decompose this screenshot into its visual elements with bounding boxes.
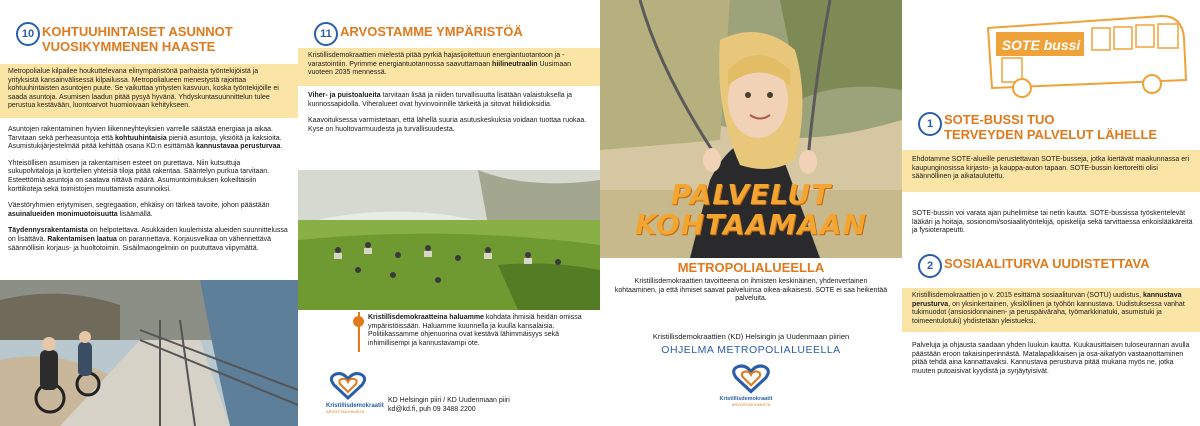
text: Kristillisdemokraattien jo v. 2015 esittämä sosiaaliturvan (SOTU) uudistus, [912, 292, 1143, 299]
text: kohdata ihmisiä heidän omissa ympäristöissään. Haluamme kuunnella ja kuulla kansalaisia. Politiikassamme ohjenuorina ovat kestävä lähimmäisyys sekä inhimillisempi ja kannustavampi ote. [368, 314, 582, 347]
panel-housing [0, 0, 298, 426]
cyclists-photo [0, 280, 298, 426]
body-text [308, 92, 588, 134]
logo-name: Kristillisdemokraatit [719, 396, 773, 402]
text: , on yksinkertainen, yksilöllinen ja työhön kannustava. Uudistuksessa vanhat tukimuodot (ansiosidonnainen- ja peruspäiväraha, työmarkkinatuki, asumistuki ja toimeentulotuki) yhdistetään yleistueksi. [912, 300, 1185, 325]
section-title: KOHTUUHINTAISET ASUNNOT [42, 24, 233, 39]
kd-logo-cover [719, 362, 776, 407]
paragraph: Kaavoituksessa varmistetaan, että lähellä suuria asutuskeskuksia voidaan tuottaa ruokaa. Kyse on huoltovarmuudesta ja turvallisuudesta. [308, 117, 587, 133]
text: pieniä asuntoja, yksiöitä ja kaksioita. Asumistukijärjestelmää pitää kehittää osana KD:n esittämää [8, 134, 282, 151]
section-1-header [918, 112, 1158, 142]
text: Uusimaan vuoteen 2035 mennessä. [308, 60, 572, 77]
section-subtitle: VUOSIKYMMENEN HAASTE [42, 39, 216, 54]
program-label: OHJELMA METROPOLIALUEELLA [661, 344, 841, 356]
cover-title [600, 180, 902, 240]
contact-info [388, 397, 510, 414]
bus-icon [982, 8, 1192, 100]
logo-tagline: ARVOSTAA IHMISTÄ [731, 402, 771, 407]
emphasis: Kristillisdemokraatteina haluamme [368, 314, 484, 321]
body-text [912, 210, 1194, 236]
heart-logo-icon [728, 362, 774, 396]
contact-line: KD Helsingin piiri / KD Uudenmaan piiri [388, 397, 510, 404]
contact-line: kd@kd.fi, puh 09 3488 2200 [388, 405, 476, 413]
emphasis: asuinalueiden monimuotoisuutta [8, 210, 118, 218]
quote-dot [353, 316, 364, 327]
cover-intro-text: Kristillisdemokraattien tavoitteena on ihmisten keskinäinen, yhdenvertainen kohtaaminen, ja että ihmiset saavat palveluinsa oikea-aikaisesti. SOTE ei saa heikentää palveluita. [614, 278, 888, 303]
cover-title-line2: KOHTAAMAAN [634, 208, 868, 241]
emphasis: kannustavaa perusturvaa [195, 143, 281, 151]
logo-tagline: ARVOSTAA IHMISTÄ [326, 409, 365, 414]
text: Väestöryhmien eriytymisen, segregaation, ehkäisy on tärkeä tavoite, johon päästään [8, 202, 270, 210]
cover-title-line1: PALVELUT [670, 178, 832, 211]
bus-label: SOTE bussi [1001, 37, 1081, 53]
section-10-header [16, 22, 233, 54]
paragraph: SOTE-bussin voi varata ajan puhelimitse tai netin kautta. SOTE-bussissa työskentelevät lääkäri ja hoitaja, sosionomi/sosiaalityöntekijä, opiskelija sekä tarvittaessa erikoislääkäreitä ja fysioterapeutti. [912, 210, 1193, 235]
highlight-text: Ehdotamme SOTE-alueille perustettavan SOTE-busseja, jotka kiertävät maakunnassa eri kaupunginosissa kirjasto- ja kauppa-auton tapaan. SOTE-bussin kiertoreitti olisi säännöllinen ja aikataulutettu. [912, 156, 1190, 181]
text: Asuntojen rakentaminen hyvien liikenneyhteyksien varrelle säästää energiaa ja aikaa. Tarvitaan sekä perheasuntoja että [8, 126, 273, 142]
text: on parannettava. Korjausvelkaa on vähennettävä säännöllisin korjaus- ja huoltotoimin. Sisäilmaongelmiin on puututtava viipymättä. [8, 235, 272, 252]
body-text [912, 342, 1194, 376]
panel-services [902, 0, 1200, 426]
text: Kristillisdemokraattien mielestä pitää pyrkiä hajasijoitettuun energiantuotantoon ja -varastointiin. Pyrimme energiantuotannossa saavuttamaan [308, 52, 565, 68]
panel-environment [298, 0, 600, 426]
emphasis: kannustava perusturva [912, 292, 1182, 308]
section-2-header [918, 254, 1150, 278]
section-number-badge: 10 [16, 22, 40, 46]
emphasis: kohtuuhintaisia [115, 134, 167, 142]
emphasis: Rakentamisen laatua [47, 235, 117, 243]
section-title: ARVOSTAMME YMPÄRISTÖÄ [340, 24, 523, 39]
section-subtitle: TERVEYDEN PALVELUT LÄHELLE [944, 127, 1158, 142]
publisher: Kristillisdemokraattien (KD) Helsingin ja Uudenmaan piirien [652, 332, 850, 341]
section-number-badge: 11 [314, 22, 338, 46]
cover-intro [614, 278, 888, 304]
emphasis: Täydennysrakentamista [8, 227, 88, 235]
park-photo [298, 170, 600, 310]
highlight-text: Metropolialue kilpailee houkuttelevana elinympäristönä parhaista työntekijöistä ja yrityksistä kansainvälisessä kilpailussa. Metropolialueen menestystä rajoittaa kohtuuhintaisten asuntojen puute. Se vaikuttaa yritysten kasvuun, koska työntekijöille ei saada asuntoja. Asumisen laadun pitää pysyä hyvänä. Yhdyskuntasuunnittelun tulee perustua kestävään, luontoarvot huomioivaan kehitykseen. [8, 68, 279, 110]
text: tarvitaan lisää ja niiden turvallisuutta lisätään valaistuksella ja kunnossapidolla. Viheralueet ovat hyvinvoinnille tärkeitä ja sitovat hiilidioksidia. [308, 92, 573, 108]
highlight-box [0, 64, 298, 118]
text: on helpotettava. Asukkaiden kuulemista alueiden suunnittelussa on lisättävä. [8, 227, 288, 243]
emphasis: hiilineutraalin [492, 60, 538, 68]
text: lisäämällä. [117, 210, 153, 218]
section-11-header [314, 22, 523, 46]
paragraph: Palveluja ja ohjausta saadaan yhden luukun kautta. Kuukausittaisen tuloseurannan avulla päästään eroon takaisinperinnästä. Matalapalkkaisen ja osa-aikatyön vastaanottaminen pitää tehdä aina kannattavaksi. Kannustava perusturva pitää mukana myös ne, jotka muuten putoaisivat kyydistä ja syrjäytyisivät. [912, 342, 1190, 375]
sote-bus-illustration [982, 8, 1192, 100]
heart-logo-icon [326, 370, 370, 402]
highlight-box [298, 48, 600, 86]
body-text: Asuntojen rakentaminen hyvien liikenneyhteyksien varrelle säästää energiaa ja aikaa. Tarvitaan sekä perheasuntoja että kohtuuhintaisia pieniä asuntoja, yksiöitä ja kaksioita. Asumistukijärjestelmää pitää kehittää osana KD:n esittämää kannustavaa perusturvaa. Yhteisöllisen asumisen ja rakentamisen esteet on purettava. Niin kutsuttuja sukupolvitaloja ja korttelien yhteisiä tiloja pitää rakentaa. Sääntelyn purkua tarvitaan. Esteettömiä asuntoja on saatava riittävä määrä. Asumuntoimituksen kokeiltaisiin korttikoteja sekä toimistojen muuttamista asunnoiksi. Väestöryhmien eriytymisen, segregaation, ehkäisy on tärkeä tavoite, johon päästään asuinalueiden monimuotoisuutta lisäämällä. Täydennysrakentamista on helpotettava. Asukkaiden kuulemista alueiden suunnittelussa on lisättävä. Rakentamisen laatua on parannettava. Korjausvelkaa on vähennettävä säännöllisin korjaus- ja huoltotoimin. Sisäilmaongelmiin on puututtava viipymättä. [8, 126, 288, 252]
section-number-badge: 2 [918, 254, 942, 278]
highlight-box [902, 150, 1200, 192]
section-number-badge: 1 [918, 112, 942, 136]
kd-logo [326, 370, 384, 414]
emphasis: Viher- ja puistoalueita [308, 92, 381, 99]
quote [368, 314, 593, 348]
highlight-box [902, 288, 1200, 332]
section-title: SOSIAALITURVA UUDISTETTAVA [944, 256, 1150, 271]
paragraph: Yhteisöllisen asumisen ja rakentamisen esteet on purettava. Niin kutsuttuja sukupolvitaloja ja korttelien yhteisiä tiloja pitää rakentaa. Sääntelyn purkua tarvitaan. Esteettömiä asuntoja on saatava riittävä määrä. Asumuntoimituksen kokeiltaisiin korttikoteja sekä toimistojen muuttamista asunnoiksi. [8, 159, 270, 193]
section-title: SOTE-BUSSI TUO [944, 112, 1055, 127]
logo-name: Kristillisdemokraatit [326, 403, 384, 409]
cover-subtitle: METROPOLIALUEELLA [677, 260, 825, 275]
panel-cover [600, 0, 902, 426]
